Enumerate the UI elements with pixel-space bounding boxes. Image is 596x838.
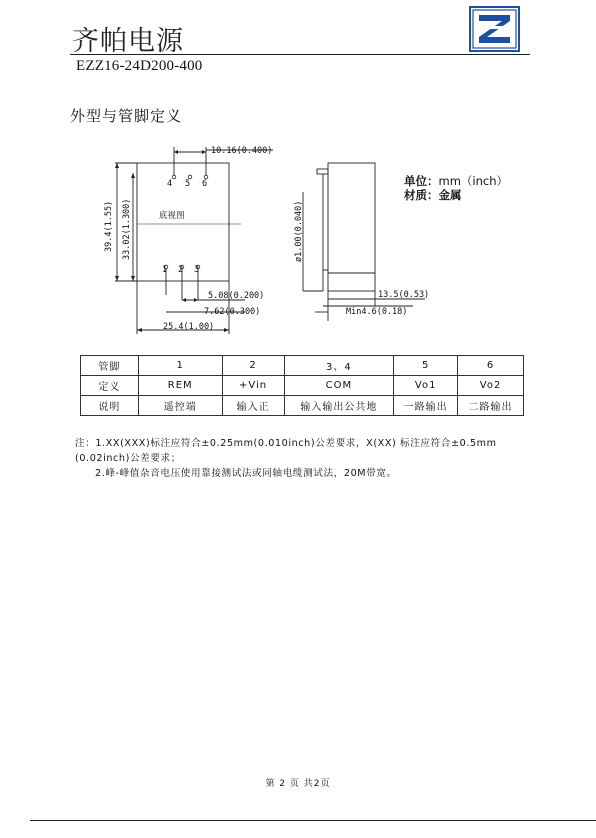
footer-divider: [30, 820, 596, 821]
table-cell: 定义: [81, 376, 139, 396]
table-cell: Vo2: [458, 376, 524, 396]
brand-name: 齐帕电源: [72, 26, 184, 57]
unit-label: 单位：: [404, 174, 439, 188]
dim-thickness: 13.5(0.53): [378, 290, 430, 300]
header-divider: [70, 54, 530, 55]
page-number: 第 2 页 共2页: [265, 779, 331, 789]
module-body-bottom-view: [137, 163, 229, 281]
dim-pin-span: 7.62(0.300): [204, 307, 261, 317]
note-line-3: 2.峰-峰值杂音电压使用靠接测试法或同轴电缆测试法，20M带宽。: [95, 468, 397, 479]
unit-material-info: [404, 174, 508, 202]
bottom-view-label: 底视图: [159, 211, 185, 221]
material-value: 金属: [438, 188, 462, 202]
pin-label-1: 1: [162, 265, 168, 275]
dim-pin-diameter: ø1.00(0.040): [294, 200, 304, 262]
pin-label-4: 4: [167, 179, 173, 189]
table-cell: 说明: [81, 396, 139, 416]
material-row: [404, 188, 508, 202]
table-cell: 3、4: [284, 356, 394, 376]
section-title: 外型与管脚定义: [70, 107, 183, 125]
table-cell: Vo1: [394, 376, 458, 396]
outline-diagram: [95, 140, 535, 340]
table-row: [81, 376, 524, 396]
table-cell: 6: [458, 356, 524, 376]
table-cell: COM: [284, 376, 394, 396]
pin-label-2: 2: [178, 265, 184, 275]
model-number: EZZ16-24D200-400: [76, 58, 203, 74]
pin-label-6: 6: [202, 179, 208, 189]
dim-standoff: Min4.6(0.18): [346, 307, 408, 317]
notes: [75, 436, 535, 481]
dim-pin-pitch: 5.08(0.200): [208, 291, 265, 301]
dim-top-width: 10.16(0.400): [211, 146, 273, 156]
table-cell: 管脚: [81, 356, 139, 376]
table-row: [81, 356, 524, 376]
unit-row: [404, 174, 508, 188]
table-cell: 输入输出公共地: [284, 396, 394, 416]
module-body-side-view: [328, 163, 375, 291]
mechanical-drawing: [95, 140, 535, 340]
table-row: [81, 396, 524, 416]
dim-width: 25.4(1.00): [163, 322, 215, 332]
table-cell: 5: [394, 356, 458, 376]
dim-height: 39.4(1.55): [104, 200, 114, 252]
table-cell: 1: [138, 356, 222, 376]
note-line-1: 注：1.XX(XXX)标注应符合±0.25mm(0.010inch)公差要求，X(XX) 标注应符合±0.5mm: [75, 438, 497, 449]
table-cell: 2: [222, 356, 284, 376]
dim-inner-height: 33.02(1.300): [122, 198, 132, 260]
pin-4: [172, 175, 176, 179]
pin-definition-table: [80, 355, 524, 416]
note-line-2: (0.02inch)公差要求；: [75, 453, 181, 464]
material-label: 材质：: [404, 188, 439, 202]
table-cell: REM: [138, 376, 222, 396]
pin-label-3: 3: [194, 265, 200, 275]
table-cell: 一路输出: [394, 396, 458, 416]
table-cell: +Vin: [222, 376, 284, 396]
company-logo: [469, 6, 520, 52]
table-cell: 遥控端: [138, 396, 222, 416]
table-cell: 输入正: [222, 396, 284, 416]
pin-label-5: 5: [185, 179, 191, 189]
table-cell: 二路输出: [458, 396, 524, 416]
unit-value: mm（inch）: [438, 174, 508, 188]
